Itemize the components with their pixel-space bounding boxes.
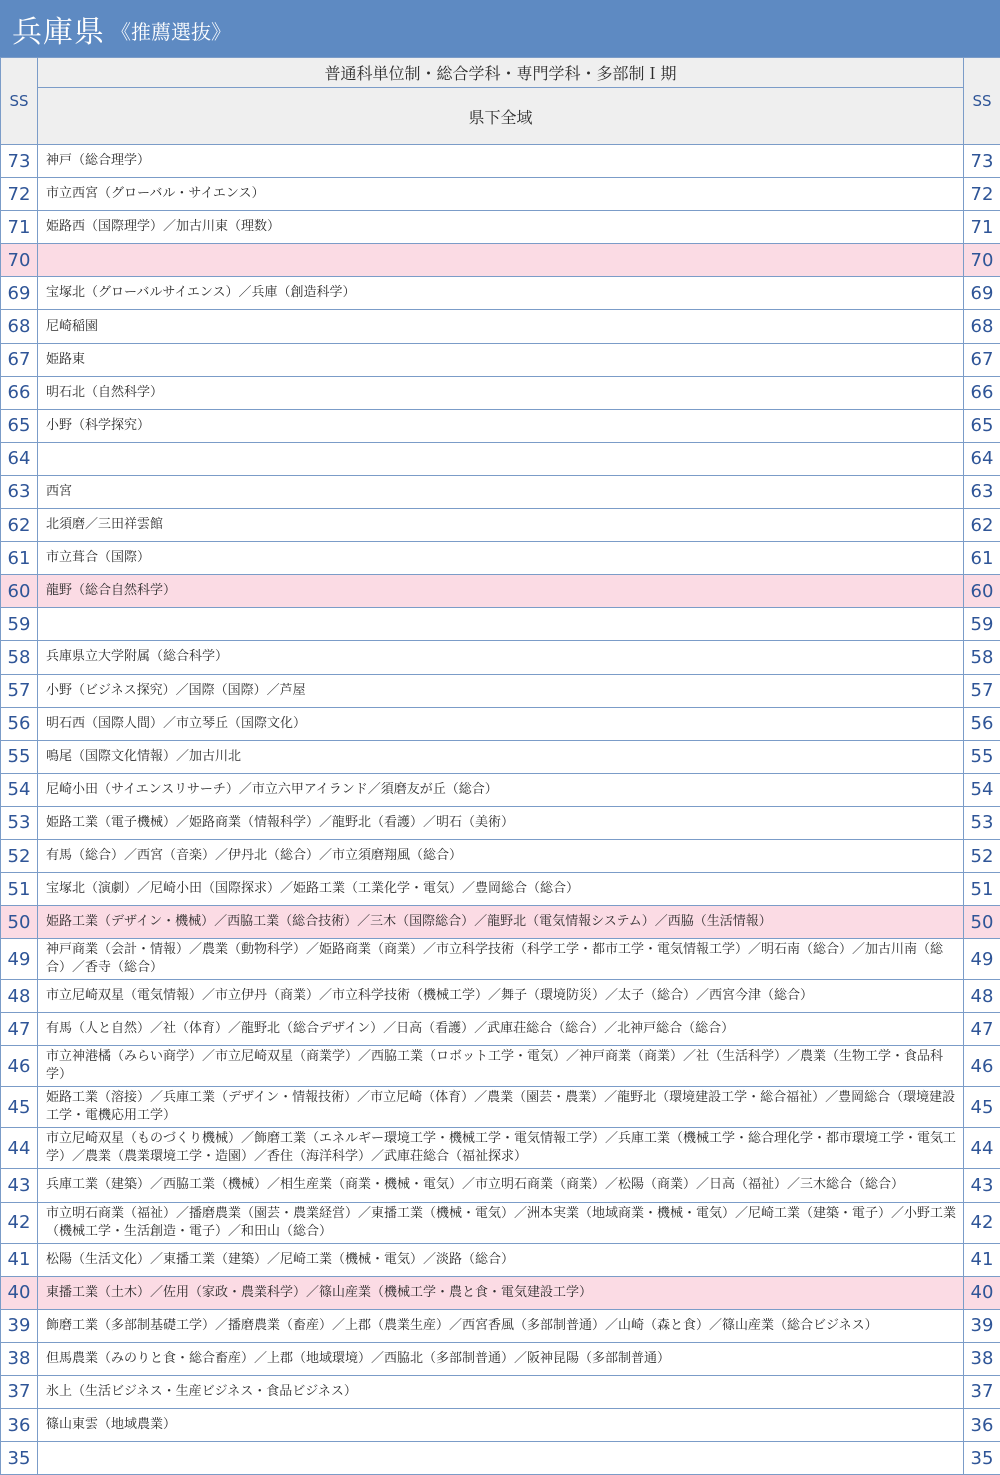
- school-list: 東播工業（土木）／佐用（家政・農業科学）／篠山産業（機械工学・農と食・電気建設工学）: [38, 1276, 964, 1309]
- ss-value-right: 53: [964, 806, 1000, 839]
- ss-value-left: 44: [1, 1128, 38, 1169]
- ss-value-left: 55: [1, 740, 38, 773]
- ss-header-left: SS: [1, 58, 38, 145]
- ss-value-left: 66: [1, 376, 38, 409]
- table-row: [1, 608, 1000, 641]
- ss-value-right: 38: [964, 1342, 1000, 1375]
- school-list: 尼崎小田（サイエンスリサーチ）／市立六甲アイランド／須磨友が丘（総合）: [38, 773, 964, 806]
- table-body: [1, 145, 1000, 1475]
- school-list: 市立西宮（グローバル・サイエンス）: [38, 178, 964, 211]
- school-list: 氷上（生活ビジネス・生産ビジネス・食品ビジネス）: [38, 1375, 964, 1408]
- table-header: [1, 58, 1000, 145]
- ss-value-right: 58: [964, 641, 1000, 674]
- ranking-table: [0, 57, 1000, 1475]
- ss-value-right: 61: [964, 542, 1000, 575]
- school-list: 姫路工業（溶接）／兵庫工業（デザイン・情報技術）／市立尼崎（体育）／農業（園芸・農業）／龍野北（環境建設工学・総合福祉）／豊岡総合（環境建設工学・電機応用工学）: [38, 1087, 964, 1128]
- school-list: 姫路西（国際理学）／加古川東（理数）: [38, 211, 964, 244]
- ss-value-right: 65: [964, 409, 1000, 442]
- table-row: [1, 145, 1000, 178]
- ss-value-right: 51: [964, 873, 1000, 906]
- ss-value-right: 42: [964, 1202, 1000, 1243]
- school-list: 篠山東雲（地域農業）: [38, 1409, 964, 1442]
- school-list: 明石西（国際人間）／市立琴丘（国際文化）: [38, 707, 964, 740]
- ss-value-right: 50: [964, 906, 1000, 939]
- table-row: [1, 641, 1000, 674]
- table-row: [1, 277, 1000, 310]
- ss-value-right: 37: [964, 1375, 1000, 1408]
- category-header: 普通科単位制・総合学科・専門学科・多部制Ｉ期: [38, 58, 964, 88]
- ss-value-left: 67: [1, 343, 38, 376]
- ss-value-right: 69: [964, 277, 1000, 310]
- table-row: [1, 409, 1000, 442]
- ss-value-right: 39: [964, 1309, 1000, 1342]
- school-list: 明石北（自然科学）: [38, 376, 964, 409]
- table-row: [1, 1169, 1000, 1202]
- title-bar: [0, 0, 1000, 57]
- school-list: 小野（科学探究）: [38, 409, 964, 442]
- table-row: [1, 509, 1000, 542]
- table-row: [1, 1243, 1000, 1276]
- ss-value-left: 46: [1, 1046, 38, 1087]
- table-row: [1, 1276, 1000, 1309]
- table-row: [1, 310, 1000, 343]
- ss-value-right: 67: [964, 343, 1000, 376]
- ss-value-right: 68: [964, 310, 1000, 343]
- ss-value-left: 48: [1, 980, 38, 1013]
- school-list: 兵庫県立大学附属（総合科学）: [38, 641, 964, 674]
- ss-value-left: 72: [1, 178, 38, 211]
- school-list: 宝塚北（グローバルサイエンス）／兵庫（創造科学）: [38, 277, 964, 310]
- table-row: [1, 674, 1000, 707]
- table-row: [1, 806, 1000, 839]
- ss-value-right: 56: [964, 707, 1000, 740]
- school-list: [38, 608, 964, 641]
- school-list: 鳴尾（国際文化情報）／加古川北: [38, 740, 964, 773]
- table-row: [1, 1409, 1000, 1442]
- school-list: [38, 1442, 964, 1475]
- ss-value-left: 64: [1, 442, 38, 475]
- table-row: [1, 475, 1000, 508]
- ss-value-right: 66: [964, 376, 1000, 409]
- ss-value-left: 57: [1, 674, 38, 707]
- school-list: 姫路工業（電子機械）／姫路商業（情報科学）／龍野北（看護）／明石（美術）: [38, 806, 964, 839]
- ss-value-left: 61: [1, 542, 38, 575]
- ss-value-left: 62: [1, 509, 38, 542]
- ss-value-right: 73: [964, 145, 1000, 178]
- ss-value-right: 45: [964, 1087, 1000, 1128]
- ss-value-left: 54: [1, 773, 38, 806]
- school-list: 市立尼崎双星（ものづくり機械）／飾磨工業（エネルギー環境工学・機械工学・電気情報工学）／兵庫工業（機械工学・総合理化学・都市環境工学・電気工学）／農業（農業環境工学・造園）／香住（海洋科学）／武庫荘総合（福祉探求）: [38, 1128, 964, 1169]
- ss-value-right: 62: [964, 509, 1000, 542]
- ss-value-right: 41: [964, 1243, 1000, 1276]
- school-list: 市立尼崎双星（電気情報）／市立伊丹（商業）／市立科学技術（機械工学）／舞子（環境防災）／太子（総合）／西宮今津（総合）: [38, 980, 964, 1013]
- table-row: [1, 442, 1000, 475]
- ss-value-left: 71: [1, 211, 38, 244]
- ss-value-left: 52: [1, 839, 38, 872]
- ss-value-left: 65: [1, 409, 38, 442]
- ss-value-left: 59: [1, 608, 38, 641]
- table-row: [1, 839, 1000, 872]
- school-list: 神戸（総合理学）: [38, 145, 964, 178]
- school-list: 兵庫工業（建築）／西脇工業（機械）／相生産業（商業・機械・電気）／市立明石商業（商業）／松陽（商業）／日高（福祉）／三木総合（総合）: [38, 1169, 964, 1202]
- ss-value-left: 45: [1, 1087, 38, 1128]
- ss-value-right: 40: [964, 1276, 1000, 1309]
- school-list: 有馬（人と自然）／社（体育）／龍野北（総合デザイン）／日高（看護）／武庫荘総合（総合）／北神戸総合（総合）: [38, 1013, 964, 1046]
- school-list: [38, 442, 964, 475]
- ss-value-right: 59: [964, 608, 1000, 641]
- ss-value-right: 57: [964, 674, 1000, 707]
- school-list: 姫路工業（デザイン・機械）／西脇工業（総合技術）／三木（国際総合）／龍野北（電気情報システム）／西脇（生活情報）: [38, 906, 964, 939]
- school-list: 神戸商業（会計・情報）／農業（動物科学）／姫路商業（商業）／市立科学技術（科学工学・都市工学・電気情報工学）／明石南（総合）／加古川南（総合）／香寺（総合）: [38, 939, 964, 980]
- table-row: [1, 1046, 1000, 1087]
- table-row: [1, 575, 1000, 608]
- ss-value-right: 70: [964, 244, 1000, 277]
- ss-value-left: 39: [1, 1309, 38, 1342]
- table-row: [1, 1087, 1000, 1128]
- ss-value-right: 52: [964, 839, 1000, 872]
- table-row: [1, 1202, 1000, 1243]
- ss-value-left: 37: [1, 1375, 38, 1408]
- table-row: [1, 178, 1000, 211]
- ss-value-left: 47: [1, 1013, 38, 1046]
- ss-value-left: 49: [1, 939, 38, 980]
- ss-value-right: 71: [964, 211, 1000, 244]
- ss-value-left: 70: [1, 244, 38, 277]
- school-list: 市立葺合（国際）: [38, 542, 964, 575]
- table-row: [1, 542, 1000, 575]
- table-row: [1, 773, 1000, 806]
- school-list: 有馬（総合）／西宮（音楽）／伊丹北（総合）／市立須磨翔風（総合）: [38, 839, 964, 872]
- ss-value-right: 64: [964, 442, 1000, 475]
- table-row: [1, 740, 1000, 773]
- ss-header-right: SS: [964, 58, 1000, 145]
- table-row: [1, 906, 1000, 939]
- school-list: 尼崎稲園: [38, 310, 964, 343]
- table-row: [1, 1013, 1000, 1046]
- ss-value-left: 63: [1, 475, 38, 508]
- ss-value-left: 51: [1, 873, 38, 906]
- ss-value-right: 47: [964, 1013, 1000, 1046]
- ss-value-left: 43: [1, 1169, 38, 1202]
- ss-value-right: 46: [964, 1046, 1000, 1087]
- school-list: 市立神港橘（みらい商学）／市立尼崎双星（商業学）／西脇工業（ロボット工学・電気）／神戸商業（商業）／社（生活科学）／農業（生物工学・食品科学）: [38, 1046, 964, 1087]
- table-row: [1, 343, 1000, 376]
- school-list: 姫路東: [38, 343, 964, 376]
- table-row: [1, 1375, 1000, 1408]
- table-row: [1, 1128, 1000, 1169]
- ss-value-left: 50: [1, 906, 38, 939]
- table-row: [1, 211, 1000, 244]
- ss-value-right: 49: [964, 939, 1000, 980]
- ss-value-right: 55: [964, 740, 1000, 773]
- table-row: [1, 939, 1000, 980]
- ss-value-left: 58: [1, 641, 38, 674]
- school-list: 北須磨／三田祥雲館: [38, 509, 964, 542]
- table-row: [1, 980, 1000, 1013]
- school-list: [38, 244, 964, 277]
- ss-value-right: 63: [964, 475, 1000, 508]
- page-title: 兵庫県: [12, 7, 105, 51]
- region-header: 県下全域: [38, 88, 964, 145]
- ss-value-right: 44: [964, 1128, 1000, 1169]
- ss-value-left: 35: [1, 1442, 38, 1475]
- ss-value-left: 56: [1, 707, 38, 740]
- table-row: [1, 707, 1000, 740]
- ss-value-right: 54: [964, 773, 1000, 806]
- ss-value-left: 68: [1, 310, 38, 343]
- ss-value-left: 60: [1, 575, 38, 608]
- table-row: [1, 873, 1000, 906]
- school-list: 飾磨工業（多部制基礎工学）／播磨農業（畜産）／上郡（農業生産）／西宮香風（多部制普通）／山崎（森と食）／篠山産業（総合ビジネス）: [38, 1309, 964, 1342]
- ss-value-left: 38: [1, 1342, 38, 1375]
- table-row: [1, 1342, 1000, 1375]
- ss-value-left: 40: [1, 1276, 38, 1309]
- school-list: 宝塚北（演劇）／尼崎小田（国際探求）／姫路工業（工業化学・電気）／豊岡総合（総合）: [38, 873, 964, 906]
- ss-value-left: 53: [1, 806, 38, 839]
- ss-value-right: 60: [964, 575, 1000, 608]
- ss-value-left: 41: [1, 1243, 38, 1276]
- page-subtitle: 《推薦選抜》: [111, 16, 231, 45]
- table-row: [1, 1309, 1000, 1342]
- table-row: [1, 244, 1000, 277]
- ss-value-right: 35: [964, 1442, 1000, 1475]
- school-list: 市立明石商業（福祉）／播磨農業（園芸・農業経営）／東播工業（機械・電気）／洲本実業（地域商業・機械・電気）／尼崎工業（建築・電子）／小野工業（機械工学・生活創造・電子）／和田山（総合）: [38, 1202, 964, 1243]
- table-row: [1, 376, 1000, 409]
- ss-value-right: 43: [964, 1169, 1000, 1202]
- school-list: 小野（ビジネス探究）／国際（国際）／芦屋: [38, 674, 964, 707]
- ss-value-right: 72: [964, 178, 1000, 211]
- school-list: 西宮: [38, 475, 964, 508]
- school-list: 但馬農業（みのりと食・総合畜産）／上郡（地域環境）／西脇北（多部制普通）／阪神昆陽（多部制普通）: [38, 1342, 964, 1375]
- school-list: 龍野（総合自然科学）: [38, 575, 964, 608]
- ss-value-left: 36: [1, 1409, 38, 1442]
- ss-value-right: 48: [964, 980, 1000, 1013]
- school-list: 松陽（生活文化）／東播工業（建築）／尼崎工業（機械・電気）／淡路（総合）: [38, 1243, 964, 1276]
- ss-value-left: 69: [1, 277, 38, 310]
- ss-value-right: 36: [964, 1409, 1000, 1442]
- table-row: [1, 1442, 1000, 1475]
- ss-value-left: 42: [1, 1202, 38, 1243]
- ss-value-left: 73: [1, 145, 38, 178]
